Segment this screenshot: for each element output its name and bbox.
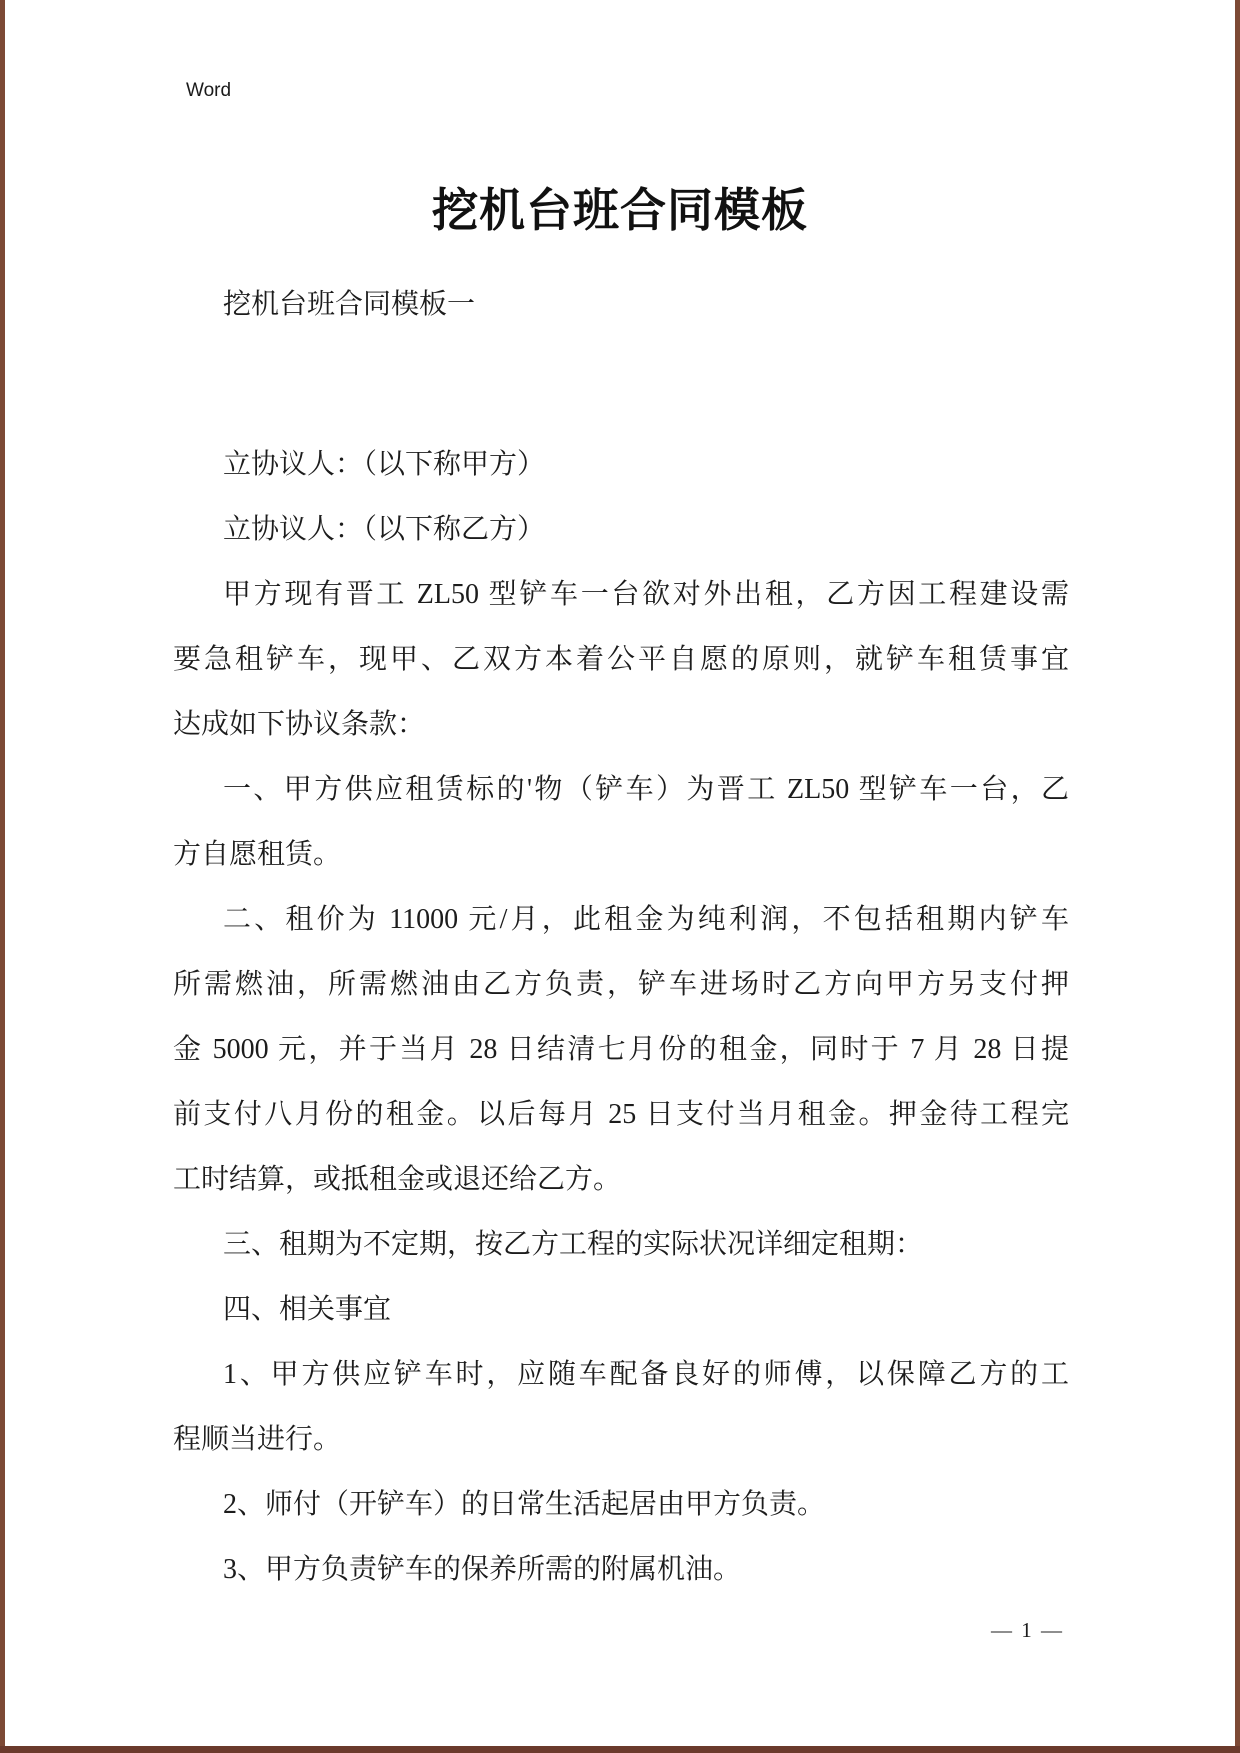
- document-line: 立协议人：（以下称乙方）: [223, 514, 546, 545]
- document-line: 3、甲方负责铲车的保养所需的附属机油。: [223, 1554, 742, 1585]
- document-line: 要急租铲车，现甲、乙双方本着公平自愿的原则，就铲车租赁事宜: [173, 644, 1069, 675]
- paragraph-spacer: [173, 337, 1069, 432]
- document-body: [173, 272, 1069, 1602]
- document-line: 2、师付（开铲车）的日常生活起居由甲方负责。: [223, 1489, 826, 1520]
- page-border-bottom: [0, 1746, 1240, 1753]
- app-label: Word: [186, 80, 232, 101]
- page-border-right: [1235, 0, 1240, 1753]
- document-line: 1、甲方供应铲车时，应随车配备良好的师傅，以保障乙方的工: [223, 1359, 1069, 1390]
- document-line: 工时结算，或抵租金或退还给乙方。: [173, 1164, 622, 1195]
- document-line: 立协议人：（以下称甲方）: [223, 449, 546, 480]
- document-line: 三、租期为不定期，按乙方工程的实际状况详细定租期：: [223, 1229, 924, 1260]
- document-line: 四、相关事宜: [223, 1294, 392, 1325]
- document-line: 甲方现有晋工 ZL50 型铲车一台欲对外出租，乙方因工程建设需: [223, 579, 1069, 610]
- document-title: 挖机台班合同模板: [432, 185, 808, 236]
- document-line: 所需燃油，所需燃油由乙方负责，铲车进场时乙方向甲方另支付押: [173, 969, 1069, 1000]
- document-line: 二、租价为 11000 元/月，此租金为纯利润，不包括租期内铲车: [223, 904, 1069, 935]
- document-line: 挖机台班合同模板一: [223, 289, 476, 320]
- page-border-left: [0, 0, 5, 1753]
- document-line: 一、甲方供应租赁标的'物（铲车）为晋工 ZL50 型铲车一台，乙: [223, 774, 1069, 805]
- document-line: 前支付八月份的租金。以后每月 25 日支付当月租金。押金待工程完: [173, 1099, 1069, 1130]
- document-line: 达成如下协议条款：: [173, 709, 426, 740]
- page-number: — 1 —: [991, 1618, 1064, 1642]
- document-line: 方自愿租赁。: [173, 839, 342, 870]
- document-line: 金 5000 元，并于当月 28 日结清七月份的租金，同时于 7 月 28 日提: [173, 1034, 1069, 1065]
- document-line: 程顺当进行。: [173, 1424, 342, 1455]
